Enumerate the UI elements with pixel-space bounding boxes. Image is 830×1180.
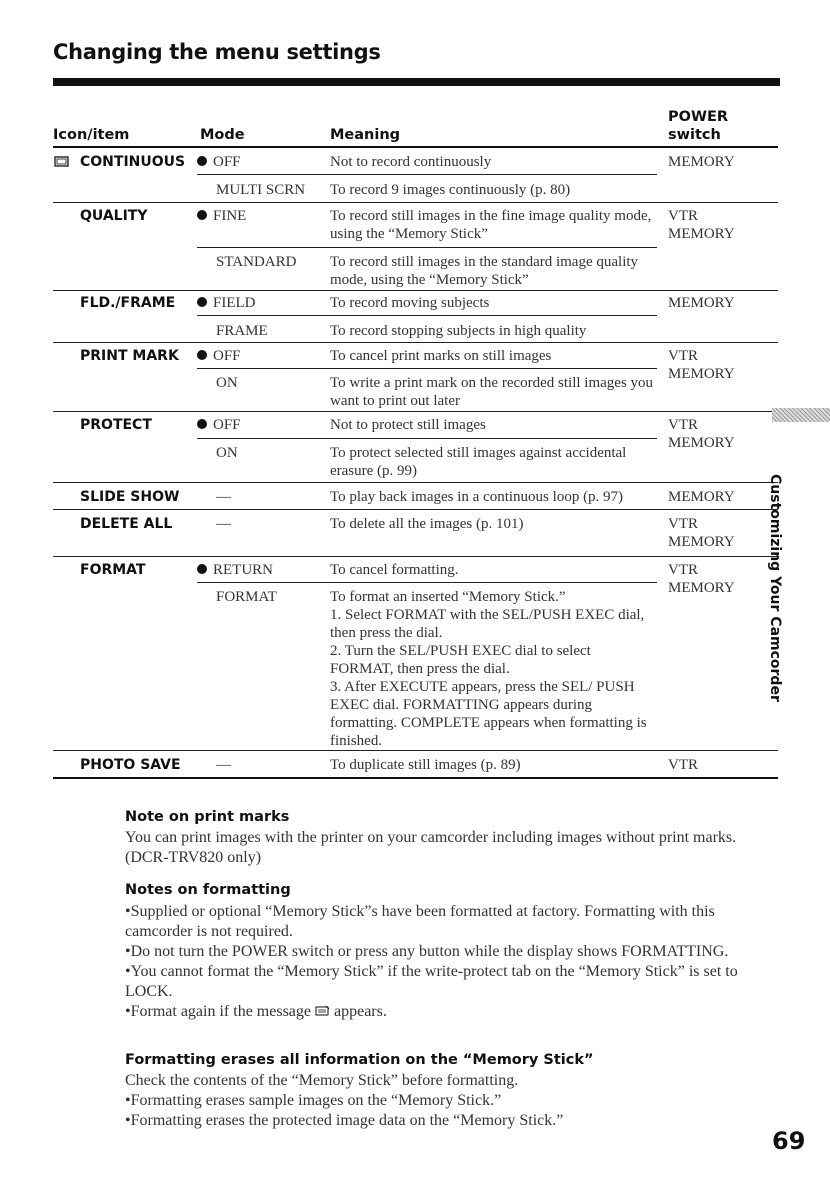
power-switch-value: VTR MEMORY bbox=[668, 417, 735, 451]
mode-option: RETURN bbox=[197, 561, 273, 579]
note-erases-line: •Formatting erases the protected image data on the “Memory Stick.” bbox=[125, 1112, 564, 1129]
power-switch-value: VTR MEMORY bbox=[668, 348, 735, 382]
meaning-text: To record still images in the fine image quality mode, using the “Memory Stick” bbox=[330, 208, 652, 242]
item-slide-show: SLIDE SHOW bbox=[80, 489, 180, 505]
mode-divider bbox=[197, 582, 657, 583]
page-title: Changing the menu settings bbox=[53, 40, 381, 64]
power-switch-value: MEMORY bbox=[668, 489, 735, 505]
side-section-label: Customizing Your Camcorder bbox=[767, 474, 783, 702]
header-mode: Mode bbox=[200, 127, 245, 143]
meaning-text: To protect selected still images against accidental erasure (p. 99) bbox=[330, 445, 627, 479]
mode-divider bbox=[197, 438, 657, 439]
mode-option: ON bbox=[216, 445, 238, 461]
mode-option: ON bbox=[216, 375, 238, 391]
item-continuous: CONTINUOUS bbox=[80, 154, 186, 170]
header-rule bbox=[53, 146, 778, 148]
note-erases-line: Check the contents of the “Memory Stick” before formatting. bbox=[125, 1072, 519, 1089]
item-fld-frame: FLD./FRAME bbox=[80, 295, 176, 311]
mode-option: STANDARD bbox=[216, 254, 297, 270]
default-bullet bbox=[197, 564, 207, 574]
mode-option: OFF bbox=[197, 153, 241, 171]
meaning-text: To cancel formatting. bbox=[330, 562, 459, 578]
memory-stick-warning-icon bbox=[315, 1005, 330, 1017]
mode-divider bbox=[197, 174, 657, 175]
meaning-text: To duplicate still images (p. 89) bbox=[330, 757, 521, 773]
note-erases-heading: Formatting erases all information on the “Memory Stick” bbox=[125, 1052, 594, 1068]
header-power-line1: POWER bbox=[668, 109, 729, 125]
continuous-icon bbox=[54, 156, 69, 167]
row-divider bbox=[53, 411, 778, 412]
meaning-text: Not to protect still images bbox=[330, 417, 486, 433]
item-photo-save: PHOTO SAVE bbox=[80, 757, 181, 773]
note-formatting-bullet: •You cannot format the “Memory Stick” if the write-protect tab on the “Memory Stick” is set to LOCK. bbox=[125, 963, 738, 1000]
item-print-mark: PRINT MARK bbox=[80, 348, 179, 364]
note-erases-line: •Formatting erases sample images on the “Memory Stick.” bbox=[125, 1092, 502, 1109]
item-delete-all: DELETE ALL bbox=[80, 516, 173, 532]
mode-option: — bbox=[216, 489, 231, 505]
item-quality: QUALITY bbox=[80, 208, 148, 224]
mode-option: FINE bbox=[197, 207, 246, 225]
power-switch-value: VTR MEMORY bbox=[668, 208, 735, 242]
side-tab-marker bbox=[772, 408, 830, 422]
row-divider bbox=[53, 750, 778, 751]
mode-option: OFF bbox=[197, 416, 241, 434]
note-formatting-bullet: •Supplied or optional “Memory Stick”s have been formatted at factory. Formatting with this camcorder is not required. bbox=[125, 903, 715, 940]
header-meaning: Meaning bbox=[330, 127, 401, 143]
mode-option: MULTI SCRN bbox=[216, 182, 306, 198]
row-divider bbox=[53, 482, 778, 483]
meaning-text: To record stopping subjects in high quality bbox=[330, 323, 587, 339]
note-print-marks-heading: Note on print marks bbox=[125, 809, 290, 825]
meaning-text: To play back images in a continuous loop (p. 97) bbox=[330, 489, 624, 505]
note-formatting-bullet: •Do not turn the POWER switch or press any button while the display shows FORMATTING. bbox=[125, 943, 729, 960]
note-formatting-list bbox=[125, 902, 765, 1022]
page-number: 69 bbox=[772, 1127, 806, 1155]
meaning-text: To record still images in the standard image quality mode, using the “Memory Stick” bbox=[330, 254, 639, 288]
row-divider bbox=[53, 290, 778, 291]
meaning-text: To record moving subjects bbox=[330, 295, 490, 311]
note-formatting-bullet-message: •Format again if the message appears. bbox=[125, 1003, 387, 1020]
note-formatting-heading: Notes on formatting bbox=[125, 882, 291, 898]
title-rule bbox=[53, 78, 780, 86]
row-divider bbox=[53, 202, 778, 203]
power-switch-value: VTR bbox=[668, 757, 698, 773]
item-protect: PROTECT bbox=[80, 417, 152, 433]
mode-option: — bbox=[216, 516, 231, 532]
meaning-text: To write a print mark on the recorded still images you want to print out later bbox=[330, 375, 654, 409]
meaning-text: To record 9 images continuously (p. 80) bbox=[330, 182, 571, 198]
mode-option: OFF bbox=[197, 347, 241, 365]
meaning-text: To cancel print marks on still images bbox=[330, 348, 552, 364]
default-bullet bbox=[197, 297, 207, 307]
power-switch-value: MEMORY bbox=[668, 154, 735, 170]
mode-option: — bbox=[216, 757, 231, 773]
mode-option: FIELD bbox=[197, 294, 256, 312]
power-switch-value: MEMORY bbox=[668, 295, 735, 311]
item-format: FORMAT bbox=[80, 562, 146, 578]
default-bullet bbox=[197, 210, 207, 220]
header-power-line2: switch bbox=[668, 127, 721, 143]
default-bullet bbox=[197, 350, 207, 360]
header-icon-item: Icon/item bbox=[53, 127, 130, 143]
mode-divider bbox=[197, 247, 657, 248]
default-bullet bbox=[197, 156, 207, 166]
power-switch-value: VTR MEMORY bbox=[668, 516, 735, 550]
meaning-text: To delete all the images (p. 101) bbox=[330, 516, 524, 532]
row-divider bbox=[53, 509, 778, 510]
meaning-text: Not to record continuously bbox=[330, 154, 492, 170]
mode-divider bbox=[197, 368, 657, 369]
mode-divider bbox=[197, 315, 657, 316]
meaning-text: To format an inserted “Memory Stick.” 1. Select FORMAT with the SEL/PUSH EXEC dial, then press the dial. 2. Turn the SEL/PUSH EXEC dial to select FORMAT, then press the dial. 3. After EXECUTE appears, press the SEL/ PUSH EXEC dial. FORMATTING appears during formatting. COMPLETE appears when formatting is finished. bbox=[330, 589, 647, 749]
row-divider bbox=[53, 342, 778, 343]
table-bottom-rule bbox=[53, 777, 778, 779]
power-switch-value: VTR MEMORY bbox=[668, 562, 735, 596]
row-divider bbox=[53, 556, 778, 557]
mode-option: FRAME bbox=[216, 323, 268, 339]
mode-option: FORMAT bbox=[216, 589, 277, 605]
default-bullet bbox=[197, 419, 207, 429]
note-erases-list bbox=[125, 1071, 765, 1131]
note-print-marks-body: You can print images with the printer on your camcorder including images without print marks. (DCR-TRV820 only) bbox=[125, 829, 737, 866]
